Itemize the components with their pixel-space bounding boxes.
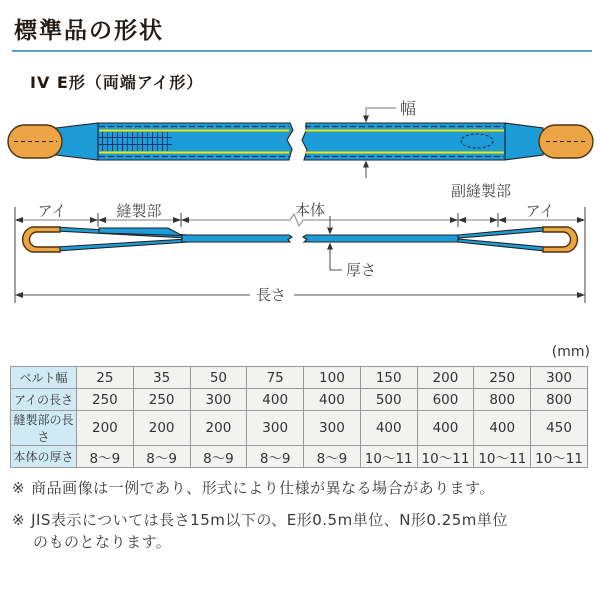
value-cell: 10～11 xyxy=(531,446,588,468)
value-cell: 8～9 xyxy=(304,446,361,468)
note-2-continued xyxy=(12,531,600,552)
side-belt-left-segment xyxy=(182,235,292,242)
value-cell: 300 xyxy=(247,411,304,446)
value-cell: 200 xyxy=(417,367,474,389)
value-cell: 100 xyxy=(304,367,361,389)
value-cell: 8～9 xyxy=(247,446,304,468)
value-cell: 500 xyxy=(360,389,417,411)
side-sub-sewn-label: 副縫製部 xyxy=(450,182,512,200)
table-row xyxy=(11,411,588,446)
value-cell: 150 xyxy=(360,367,417,389)
note-1 xyxy=(12,477,598,498)
side-length-dimension xyxy=(15,286,585,304)
value-cell: 200 xyxy=(77,411,134,446)
plan-sewn-hatch-area xyxy=(98,132,172,151)
side-right-eye xyxy=(543,227,577,252)
spec-table-body xyxy=(11,367,588,468)
value-cell: 10～11 xyxy=(360,446,417,468)
side-view-diagram xyxy=(0,175,600,310)
spec-table xyxy=(10,366,588,468)
side-lower-tail-right xyxy=(458,239,545,251)
value-cell: 400 xyxy=(247,389,304,411)
side-upper-tail-right xyxy=(458,227,545,238)
note-2-text: JIS表示については長さ15m以下の、E形0.5m単位、N形0.25m単位 xyxy=(31,511,508,529)
side-thickness-dimension xyxy=(327,216,376,279)
row-header-cell: 縫製部の長さ xyxy=(11,411,77,446)
row-header-cell: アイの長さ xyxy=(11,389,77,411)
note-marker: ※ xyxy=(12,479,26,497)
table-row xyxy=(11,389,588,411)
value-cell: 8～9 xyxy=(190,446,247,468)
note-2-continued-text: のものとなります。 xyxy=(33,533,172,551)
value-cell: 10～11 xyxy=(474,446,531,468)
note-marker: ※ xyxy=(12,511,26,529)
plan-left-eye xyxy=(8,125,62,158)
value-cell: 200 xyxy=(190,411,247,446)
plan-right-taper xyxy=(505,123,543,160)
value-cell: 250 xyxy=(474,367,531,389)
side-thickness-label: 厚さ xyxy=(346,261,377,279)
value-cell: 25 xyxy=(77,367,134,389)
table-unit-label: (mm) xyxy=(551,344,590,360)
side-belt-right-segment xyxy=(303,235,458,242)
row-header-cell: 本体の厚さ xyxy=(11,446,77,468)
plan-belt xyxy=(56,123,543,160)
value-cell: 800 xyxy=(474,389,531,411)
value-cell: 8～9 xyxy=(77,446,134,468)
side-left-eye xyxy=(23,227,60,252)
side-eye-left-label: アイ xyxy=(37,202,67,220)
value-cell: 8～9 xyxy=(133,446,190,468)
side-length-label: 長さ xyxy=(255,286,287,304)
value-cell: 400 xyxy=(304,389,361,411)
side-body-label: 本体 xyxy=(294,201,326,219)
value-cell: 50 xyxy=(190,367,247,389)
plan-right-eye xyxy=(539,125,593,158)
value-cell: 600 xyxy=(417,389,474,411)
side-belt-profile xyxy=(23,227,578,252)
page-title: 標準品の形状 xyxy=(14,18,164,44)
note-1-text: 商品画像は一例であり、形式により仕様が異なる場合があります。 xyxy=(31,479,495,497)
value-cell: 250 xyxy=(133,389,190,411)
plan-view-diagram xyxy=(0,92,600,184)
side-dimension-lines xyxy=(15,207,585,303)
value-cell: 250 xyxy=(77,389,134,411)
table-row xyxy=(11,367,588,389)
value-cell: 400 xyxy=(360,411,417,446)
value-cell: 200 xyxy=(133,411,190,446)
table-row xyxy=(11,446,588,468)
value-cell: 450 xyxy=(531,411,588,446)
value-cell: 300 xyxy=(304,411,361,446)
row-header-cell: ベルト幅 xyxy=(11,367,77,389)
side-sewn-label: 縫製部 xyxy=(116,202,162,220)
value-cell: 300 xyxy=(531,367,588,389)
value-cell: 400 xyxy=(417,411,474,446)
value-cell: 800 xyxy=(531,389,588,411)
value-cell: 35 xyxy=(133,367,190,389)
value-cell: 10～11 xyxy=(417,446,474,468)
side-lower-tail-left xyxy=(56,239,188,251)
title-underline xyxy=(12,50,592,52)
section-heading: IV E形（両端アイ形） xyxy=(30,73,204,92)
side-eye-right-label: アイ xyxy=(525,202,555,220)
note-2 xyxy=(12,509,598,530)
plan-belt-right-segment xyxy=(302,123,505,160)
value-cell: 75 xyxy=(247,367,304,389)
value-cell: 400 xyxy=(474,411,531,446)
value-cell: 300 xyxy=(190,389,247,411)
plan-width-label: 幅 xyxy=(400,99,417,118)
